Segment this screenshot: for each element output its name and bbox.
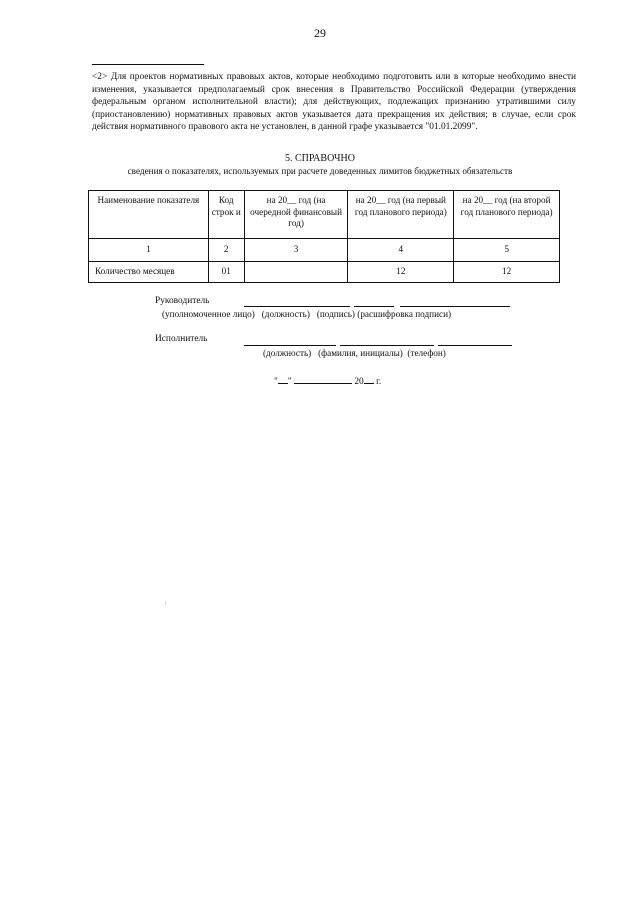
section-title: 5. СПРАВОЧНО [285,153,355,164]
date-month-blank [294,374,352,384]
date-line [274,374,381,387]
table-header-row [89,191,560,239]
executor-phone-line [438,345,512,346]
date-day-blank [278,374,288,384]
executor-name-line [340,345,434,346]
footnote-text: Для проектов нормативных правовых актов, которые необходимо подготовить или в которые необходимо внести изменения, указывается предполагаемый срок внесения в Правительство Российской Федерации (утверждения федеральным органом исполнительной власти); для действующих, подлежащих признанию утратившими силу (приостановлению) нормативных правовых актов указывается дата прекращения их действия; в случае, если срок действия нормативного правового акта не установлен, в данной графе указывается "01.01.2099". [92,72,576,133]
page-number: 29 [314,26,326,40]
head-name-line [400,306,510,307]
stray-mark: ' [165,601,167,610]
date-year-blank [364,374,374,384]
executor-position-line [244,345,336,346]
section-subtitle: сведения о показателях, используемых при расчете доведенных лимитов бюджетных обязательств [127,166,513,176]
footnote-separator [92,64,204,65]
date-quote-close: " [287,377,292,387]
header-second-plan-year: на 20__ год (на второй год планового периода) [454,191,560,239]
head-signature-line [354,306,394,307]
footnote [92,71,576,134]
cell-row-code: 01 [208,262,244,283]
cell-indicator-name: Количество месяцев [89,262,209,283]
indicators-table [88,190,560,283]
date-quote-open: " [274,377,278,387]
column-number: 2 [208,239,244,262]
column-number: 1 [89,239,209,262]
header-row-code: Код строк и [208,191,244,239]
table-row [89,262,560,283]
header-indicator-name: Наименование показателя [89,191,209,239]
cell-first-plan-year: 12 [348,262,454,283]
header-current-year: на 20__ год (на очередной финансовый год) [244,191,348,239]
cell-second-plan-year: 12 [454,262,560,283]
column-number: 4 [348,239,454,262]
date-year-suffix: г. [376,377,382,387]
head-label: Руководитель [155,296,210,306]
column-number: 5 [454,239,560,262]
column-number: 3 [244,239,348,262]
footnote-marker: <2> [92,72,108,82]
header-first-plan-year: на 20__ год (на первый год планового периода) [348,191,454,239]
date-year-prefix: 20 [354,377,364,387]
executor-caption: (должность) (фамилия, инициалы) (телефон) [263,348,446,358]
head-caption: (уполномоченное лицо) (должность) (подпись) (расшифровка подписи) [162,309,452,319]
executor-label: Исполнитель [155,334,208,344]
cell-current-year [244,262,348,283]
head-position-line [244,306,350,307]
table-column-numbers-row [89,239,560,262]
